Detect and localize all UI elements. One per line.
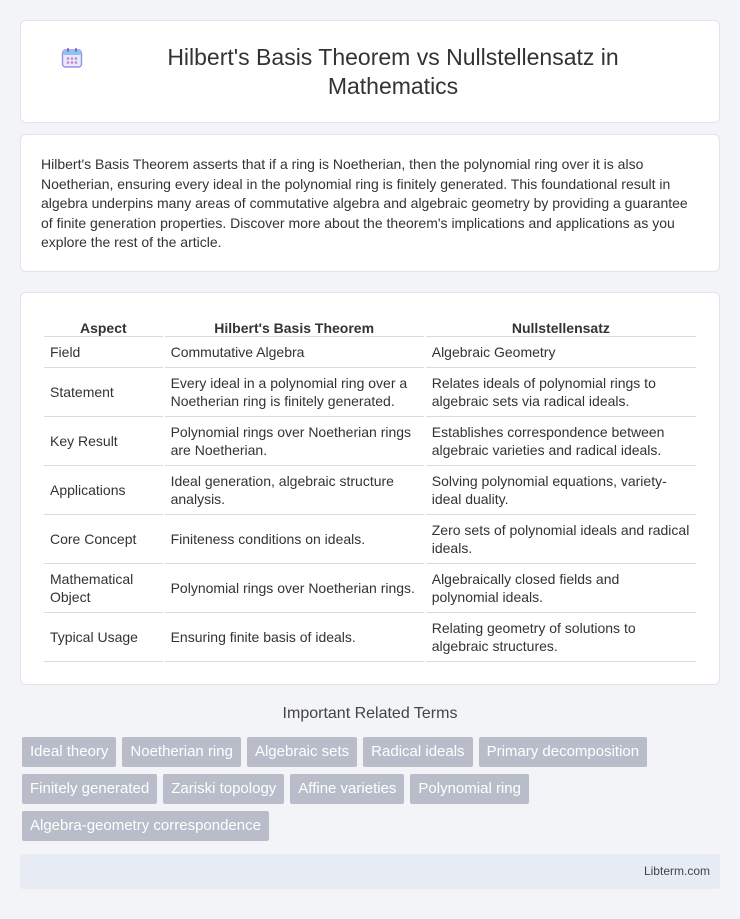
tag-radical-ideals[interactable]: Radical ideals (363, 737, 472, 767)
row-hilbert: Polynomial rings over Noetherian rings are Noetherian. (165, 417, 424, 466)
row-hilbert: Ensuring finite basis of ideals. (165, 613, 424, 662)
table-row (44, 368, 696, 417)
tag-algebraic-sets[interactable]: Algebraic sets (247, 737, 357, 767)
table-row (44, 337, 696, 368)
row-nullstellensatz: Relating geometry of solutions to algebraic structures. (426, 613, 696, 662)
row-aspect: Statement (44, 368, 163, 417)
tag-polynomial-ring[interactable]: Polynomial ring (410, 774, 529, 804)
table-row (44, 417, 696, 466)
table-row (44, 613, 696, 662)
row-hilbert: Commutative Algebra (165, 337, 424, 368)
tag-affine-varieties[interactable]: Affine varieties (290, 774, 404, 804)
tag-zariski-topology[interactable]: Zariski topology (163, 774, 284, 804)
comparison-table (42, 315, 698, 662)
tag-noetherian-ring[interactable]: Noetherian ring (122, 737, 241, 767)
title-card (20, 20, 720, 123)
header-hilbert: Hilbert's Basis Theorem (165, 315, 424, 337)
table-row (44, 466, 696, 515)
intro-card (20, 134, 720, 272)
related-terms-list (22, 737, 722, 848)
tag-ideal-theory[interactable]: Ideal theory (22, 737, 116, 767)
row-nullstellensatz: Zero sets of polynomial ideals and radical ideals. (426, 515, 696, 564)
row-aspect: Typical Usage (44, 613, 163, 662)
tag-primary-decomposition[interactable]: Primary decomposition (479, 737, 648, 767)
footer-site-link[interactable]: Libterm.com (643, 864, 710, 878)
row-nullstellensatz: Algebraically closed fields and polynomial ideals. (426, 564, 696, 613)
tag-algebra-geometry-correspondence[interactable]: Algebra-geometry correspondence (22, 811, 269, 841)
row-aspect: Key Result (44, 417, 163, 466)
row-nullstellensatz: Relates ideals of polynomial rings to algebraic sets via radical ideals. (426, 368, 696, 417)
page-title: Hilbert's Basis Theorem vs Nullstellensatz in Mathematics (167, 43, 619, 99)
row-aspect: Field (44, 337, 163, 368)
row-nullstellensatz: Algebraic Geometry (426, 337, 696, 368)
table-header-row (44, 315, 696, 337)
footer (20, 854, 720, 889)
row-hilbert: Finiteness conditions on ideals. (165, 515, 424, 564)
comparison-card (20, 292, 720, 685)
row-aspect: Applications (44, 466, 163, 515)
related-terms-heading: Important Related Terms (282, 705, 458, 722)
row-aspect: Mathematical Object (44, 564, 163, 613)
row-nullstellensatz: Solving polynomial equations, variety-ideal duality. (426, 466, 696, 515)
calendar-icon (61, 47, 83, 69)
row-aspect: Core Concept (44, 515, 163, 564)
row-hilbert: Polynomial rings over Noetherian rings. (165, 564, 424, 613)
row-hilbert: Ideal generation, algebraic structure analysis. (165, 466, 424, 515)
intro-paragraph: Hilbert's Basis Theorem asserts that if a ring is Noetherian, then the polynomial ring over it is also Noetherian, ensuring every ideal in the polynomial ring is finitely generated. This foundational result in algebra underpins many areas of commutative algebra and algebraic geometry by providing a guarantee of finite generation properties. Discover more about the theorem's implications and applications as you explore the rest of the article. (41, 156, 688, 250)
tag-finitely-generated[interactable]: Finitely generated (22, 774, 157, 804)
header-aspect: Aspect (44, 315, 163, 337)
row-nullstellensatz: Establishes correspondence between algebraic varieties and radical ideals. (426, 417, 696, 466)
table-row (44, 564, 696, 613)
header-nullstellensatz: Nullstellensatz (426, 315, 696, 337)
table-row (44, 515, 696, 564)
row-hilbert: Every ideal in a polynomial ring over a Noetherian ring is finitely generated. (165, 368, 424, 417)
